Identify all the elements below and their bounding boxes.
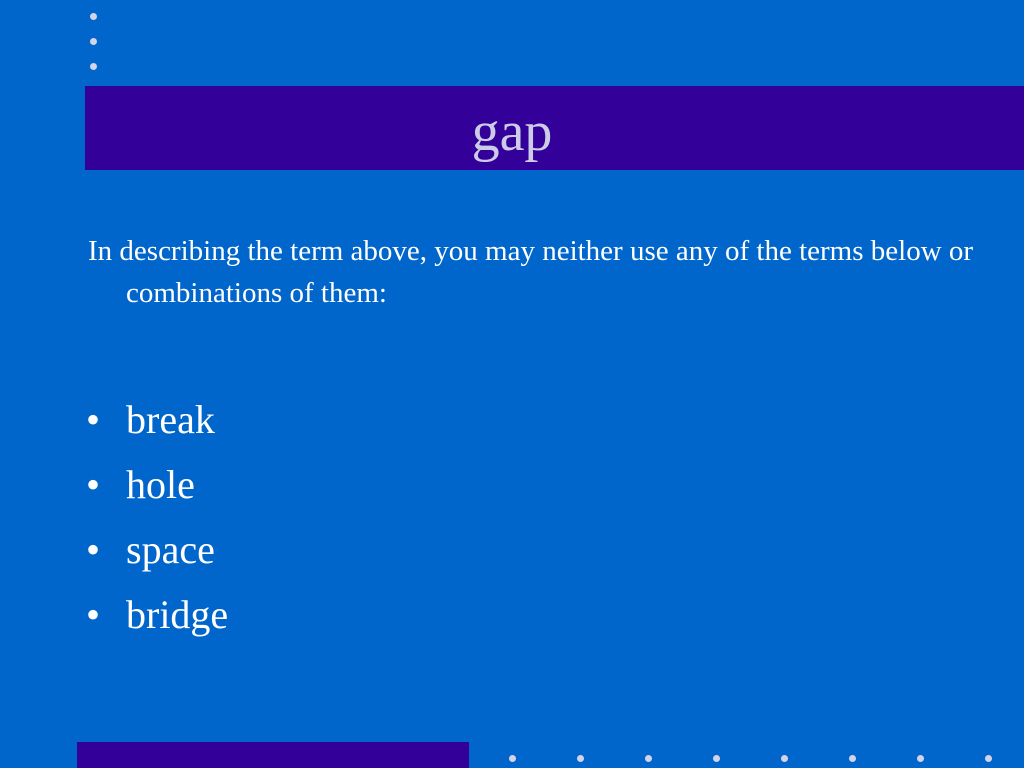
term-label: space (126, 527, 215, 572)
decorative-dot (645, 755, 652, 762)
list-item (86, 517, 228, 582)
decorative-dot (849, 755, 856, 762)
list-item (86, 582, 228, 647)
bullet-icon: • (86, 462, 101, 507)
decorative-dot (917, 755, 924, 762)
bottom-accent-bar (77, 742, 469, 768)
bullet-icon: • (86, 527, 101, 572)
decorative-dot (713, 755, 720, 762)
decorative-dot (985, 755, 992, 762)
bullet-icon: • (86, 397, 101, 442)
intro-paragraph: In describing the term above, you may neither use any of the terms below or combinations of them: (88, 235, 974, 309)
list-item (86, 452, 228, 517)
decorative-dot (90, 38, 97, 45)
list-item (86, 387, 228, 452)
decorative-dot (90, 63, 97, 70)
decorative-dot (509, 755, 516, 762)
decorative-dot (90, 13, 97, 20)
forbidden-terms-list (86, 387, 228, 647)
term-label: break (126, 397, 215, 442)
slide-title: gap (471, 101, 553, 163)
term-label: bridge (126, 592, 229, 637)
decorative-dot (577, 755, 584, 762)
bullet-icon: • (86, 592, 101, 637)
decorative-dot (781, 755, 788, 762)
term-label: hole (126, 462, 195, 507)
